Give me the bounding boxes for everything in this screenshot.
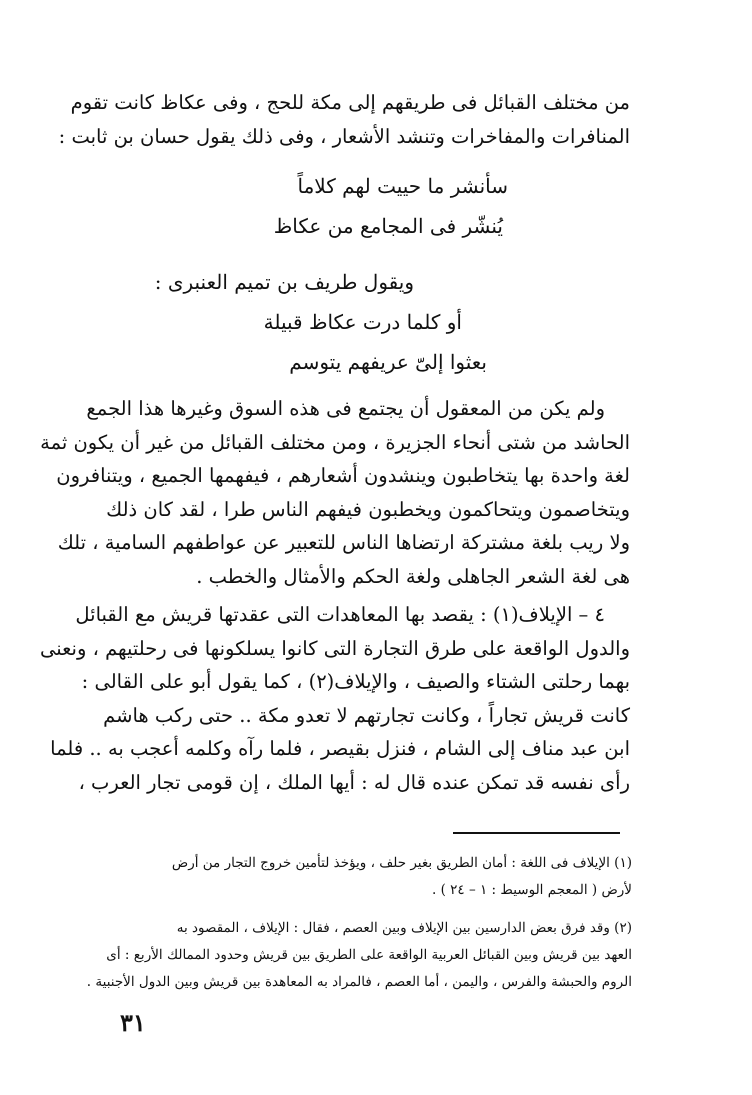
footnote-2: [86, 915, 632, 996]
page-number: ٣١: [120, 1008, 146, 1037]
footnote-line: (١) الإيلاف فى اللغة : أمان الطريق بغير حلف ، ويؤخذ لتأمين خروج التجار من أرض: [171, 855, 632, 871]
intro-line: ويقول طريف بن تميم العنبرى :: [154, 270, 414, 294]
footnote-separator: [453, 832, 620, 834]
text-line: من مختلف القبائل فى طريقهم إلى مكة للحج ، وفى عكاظ كانت تقوم: [70, 91, 630, 114]
text-line: ولا ريب بلغة مشتركة ارتضاها الناس للتعبير عن عواطفهم السامية ، تلك: [57, 531, 630, 555]
text-line: ابن عبد مناف إلى الشام ، فنزل بقيصر ، فلما رآه وكلمه أعجب به .. فلما: [50, 737, 630, 761]
text-line: بهما رحلتى الشتاء والصيف ، والإيلاف(٢) ، كما يقول أبو على القالى :: [81, 670, 630, 694]
text-line: كانت قريش تجاراً ، وكانت تجارتهم لا تعدو مكة .. حتى ركب هاشم: [103, 703, 630, 727]
footnote-1: [130, 850, 632, 904]
text-line: الحاشد من شتى أنحاء الجزيرة ، ومن مختلف القبائل من غير أن يكون ثمة: [40, 430, 630, 454]
verse-2-line-2: بعثوا إلىّ عريفهم يتوسم: [289, 350, 487, 374]
footnote-line: لأرض ( المعجم الوسيط : ١ – ٢٤ ) .: [432, 882, 632, 898]
verse-2-line-1: أو كلما درت عكاظ قبيلة: [263, 310, 462, 334]
verse-1-line-2: يُنشّر فى المجامع من عكاظ: [273, 214, 503, 238]
verse-1-line-1: سأنشر ما حييت لهم كلاماً: [297, 174, 508, 198]
text-line: ويتخاصمون ويتحاكمون ويخطبون فيفهم الناس طرا ، لقد كان ذلك: [106, 497, 630, 521]
footnote-line: الروم والحبشة والفرس ، واليمن ، أما العصم ، فالمراد به المعاهدة بين قريش وبين الدول الأجنبية .: [86, 974, 632, 990]
paragraph-2: [40, 392, 630, 594]
text-line: ٤ – الإيلاف(١) : يقصد بها المعاهدات التى عقدتها قريش مع القبائل: [75, 603, 605, 626]
paragraph-3: [39, 598, 630, 800]
footnote-line: (٢) وقد فرق بعض الدارسين بين الإيلاف وبين العصم ، فقال : الإيلاف ، المقصود به: [176, 920, 632, 936]
text-line: والدول الواقعة على طرق التجارة التى كانوا يسلكونها فى رحلتيهم ، ونعنى: [39, 636, 630, 660]
text-line: هى لغة الشعر الجاهلى ولغة الحكم والأمثال والخطب .: [196, 564, 630, 588]
text-line: المنافرات والمفاخرات وتنشد الأشعار ، وفى ذلك يقول حسان بن ثابت :: [58, 124, 630, 148]
paragraph-1: [58, 86, 630, 153]
text-line: رأى نفسه قد تمكن عنده قال له : أيها الملك ، إن قومى تجار العرب ،: [78, 770, 630, 794]
text-line: ولم يكن من المعقول أن يجتمع فى هذه السوق وغيرها هذا الجمع: [86, 397, 605, 420]
footnote-line: العهد بين قريش وبين القبائل العربية الواقعة على الطريق بين قريش وحدود الممالك الأربع : أى: [106, 947, 632, 963]
text-line: لغة واحدة بها يتخاطبون وينشدون أشعارهم ، فيفهمها الجميع ، ويتنافرون: [56, 464, 630, 488]
